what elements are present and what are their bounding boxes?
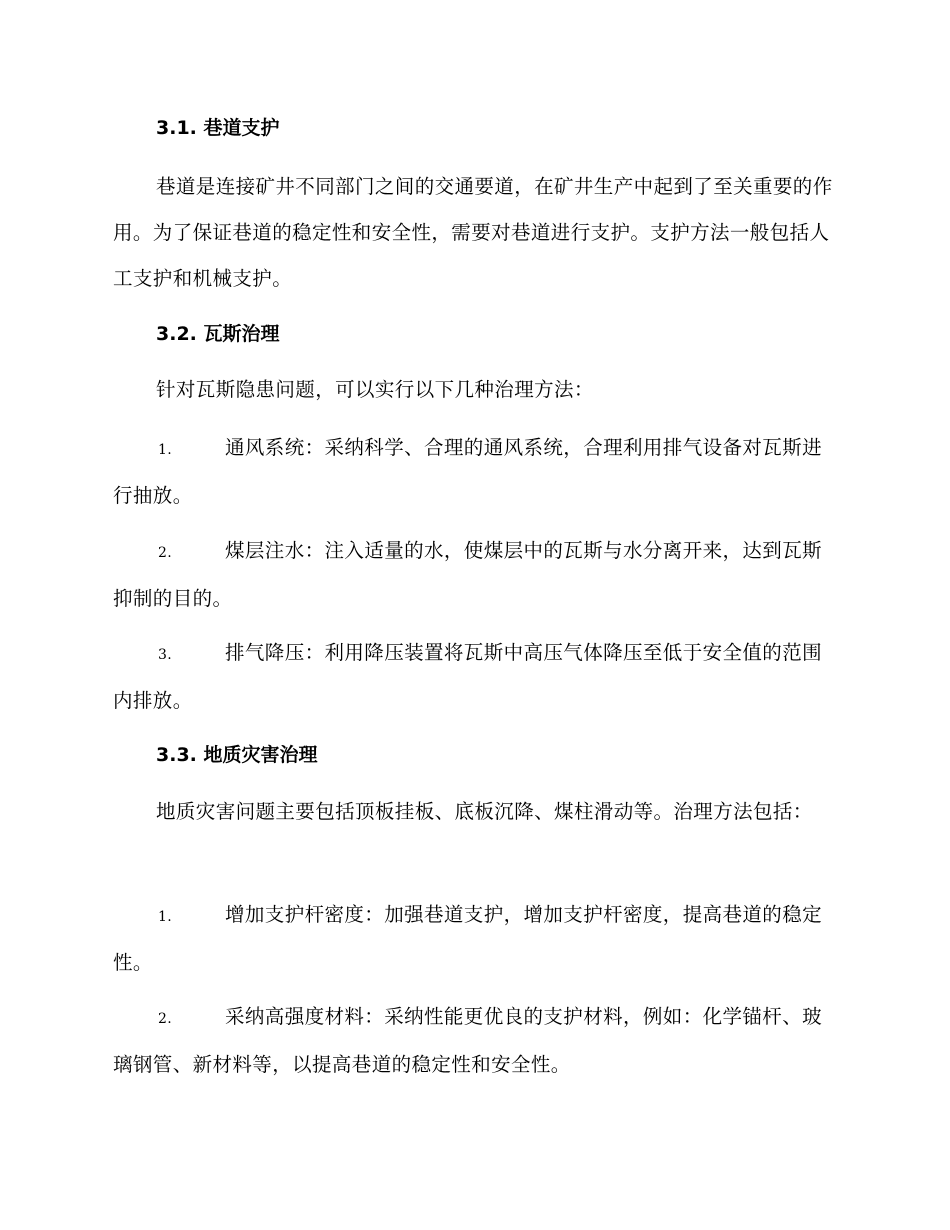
list-number: 3. [158,647,173,663]
list-item-text: 增加支护杆密度：加强巷道支护，增加支护杆密度，提高巷道的稳定性。 [113,903,823,974]
list-item-text: 煤层注水：注入适量的水，使煤层中的瓦斯与水分离开来，达到瓦斯抑制的目的。 [113,539,823,610]
paragraph-roadway-support: 巷道是连接矿井不同部门之间的交通要道，在矿井生产中起到了至关重要的作用。为了保证巷道的稳定性和安全性，需要对巷道进行支护。支护方法一般包括人工支护和机械支护。 [113,175,833,290]
list-item-gas-2 [113,528,833,622]
section-heading-3-1: 3.1. 巷道支护 [156,117,280,139]
list-item-text: 排气降压：利用降压装置将瓦斯中高压气体降压至低于安全值的范围内排放。 [113,641,823,712]
section-heading-3-3: 3.3. 地质灾害治理 [156,744,318,766]
list-number: 2. [158,1011,173,1027]
list-item-geohazard-2 [113,994,833,1088]
list-number: 1. [158,909,173,925]
list-item-gas-3 [113,630,833,724]
paragraph-geohazard-intro: 地质灾害问题主要包括顶板挂板、底板沉降、煤柱滑动等。治理方法包括： [156,800,813,823]
list-number: 1. [158,442,173,458]
list-item-geohazard-1 [113,892,833,986]
list-item-text: 通风系统：采纳科学、合理的通风系统，合理利用排气设备对瓦斯进行抽放。 [113,436,823,507]
paragraph-gas-intro: 针对瓦斯隐患问题，可以实行以下几种治理方法： [156,378,594,401]
section-heading-3-2: 3.2. 瓦斯治理 [156,323,280,345]
list-number: 2. [158,545,173,561]
list-item-text: 采纳高强度材料：采纳性能更优良的支护材料，例如：化学锚杆、玻璃钢管、新材料等，以提高巷道的稳定性和安全性。 [113,1005,823,1076]
list-item-gas-1 [113,425,833,519]
